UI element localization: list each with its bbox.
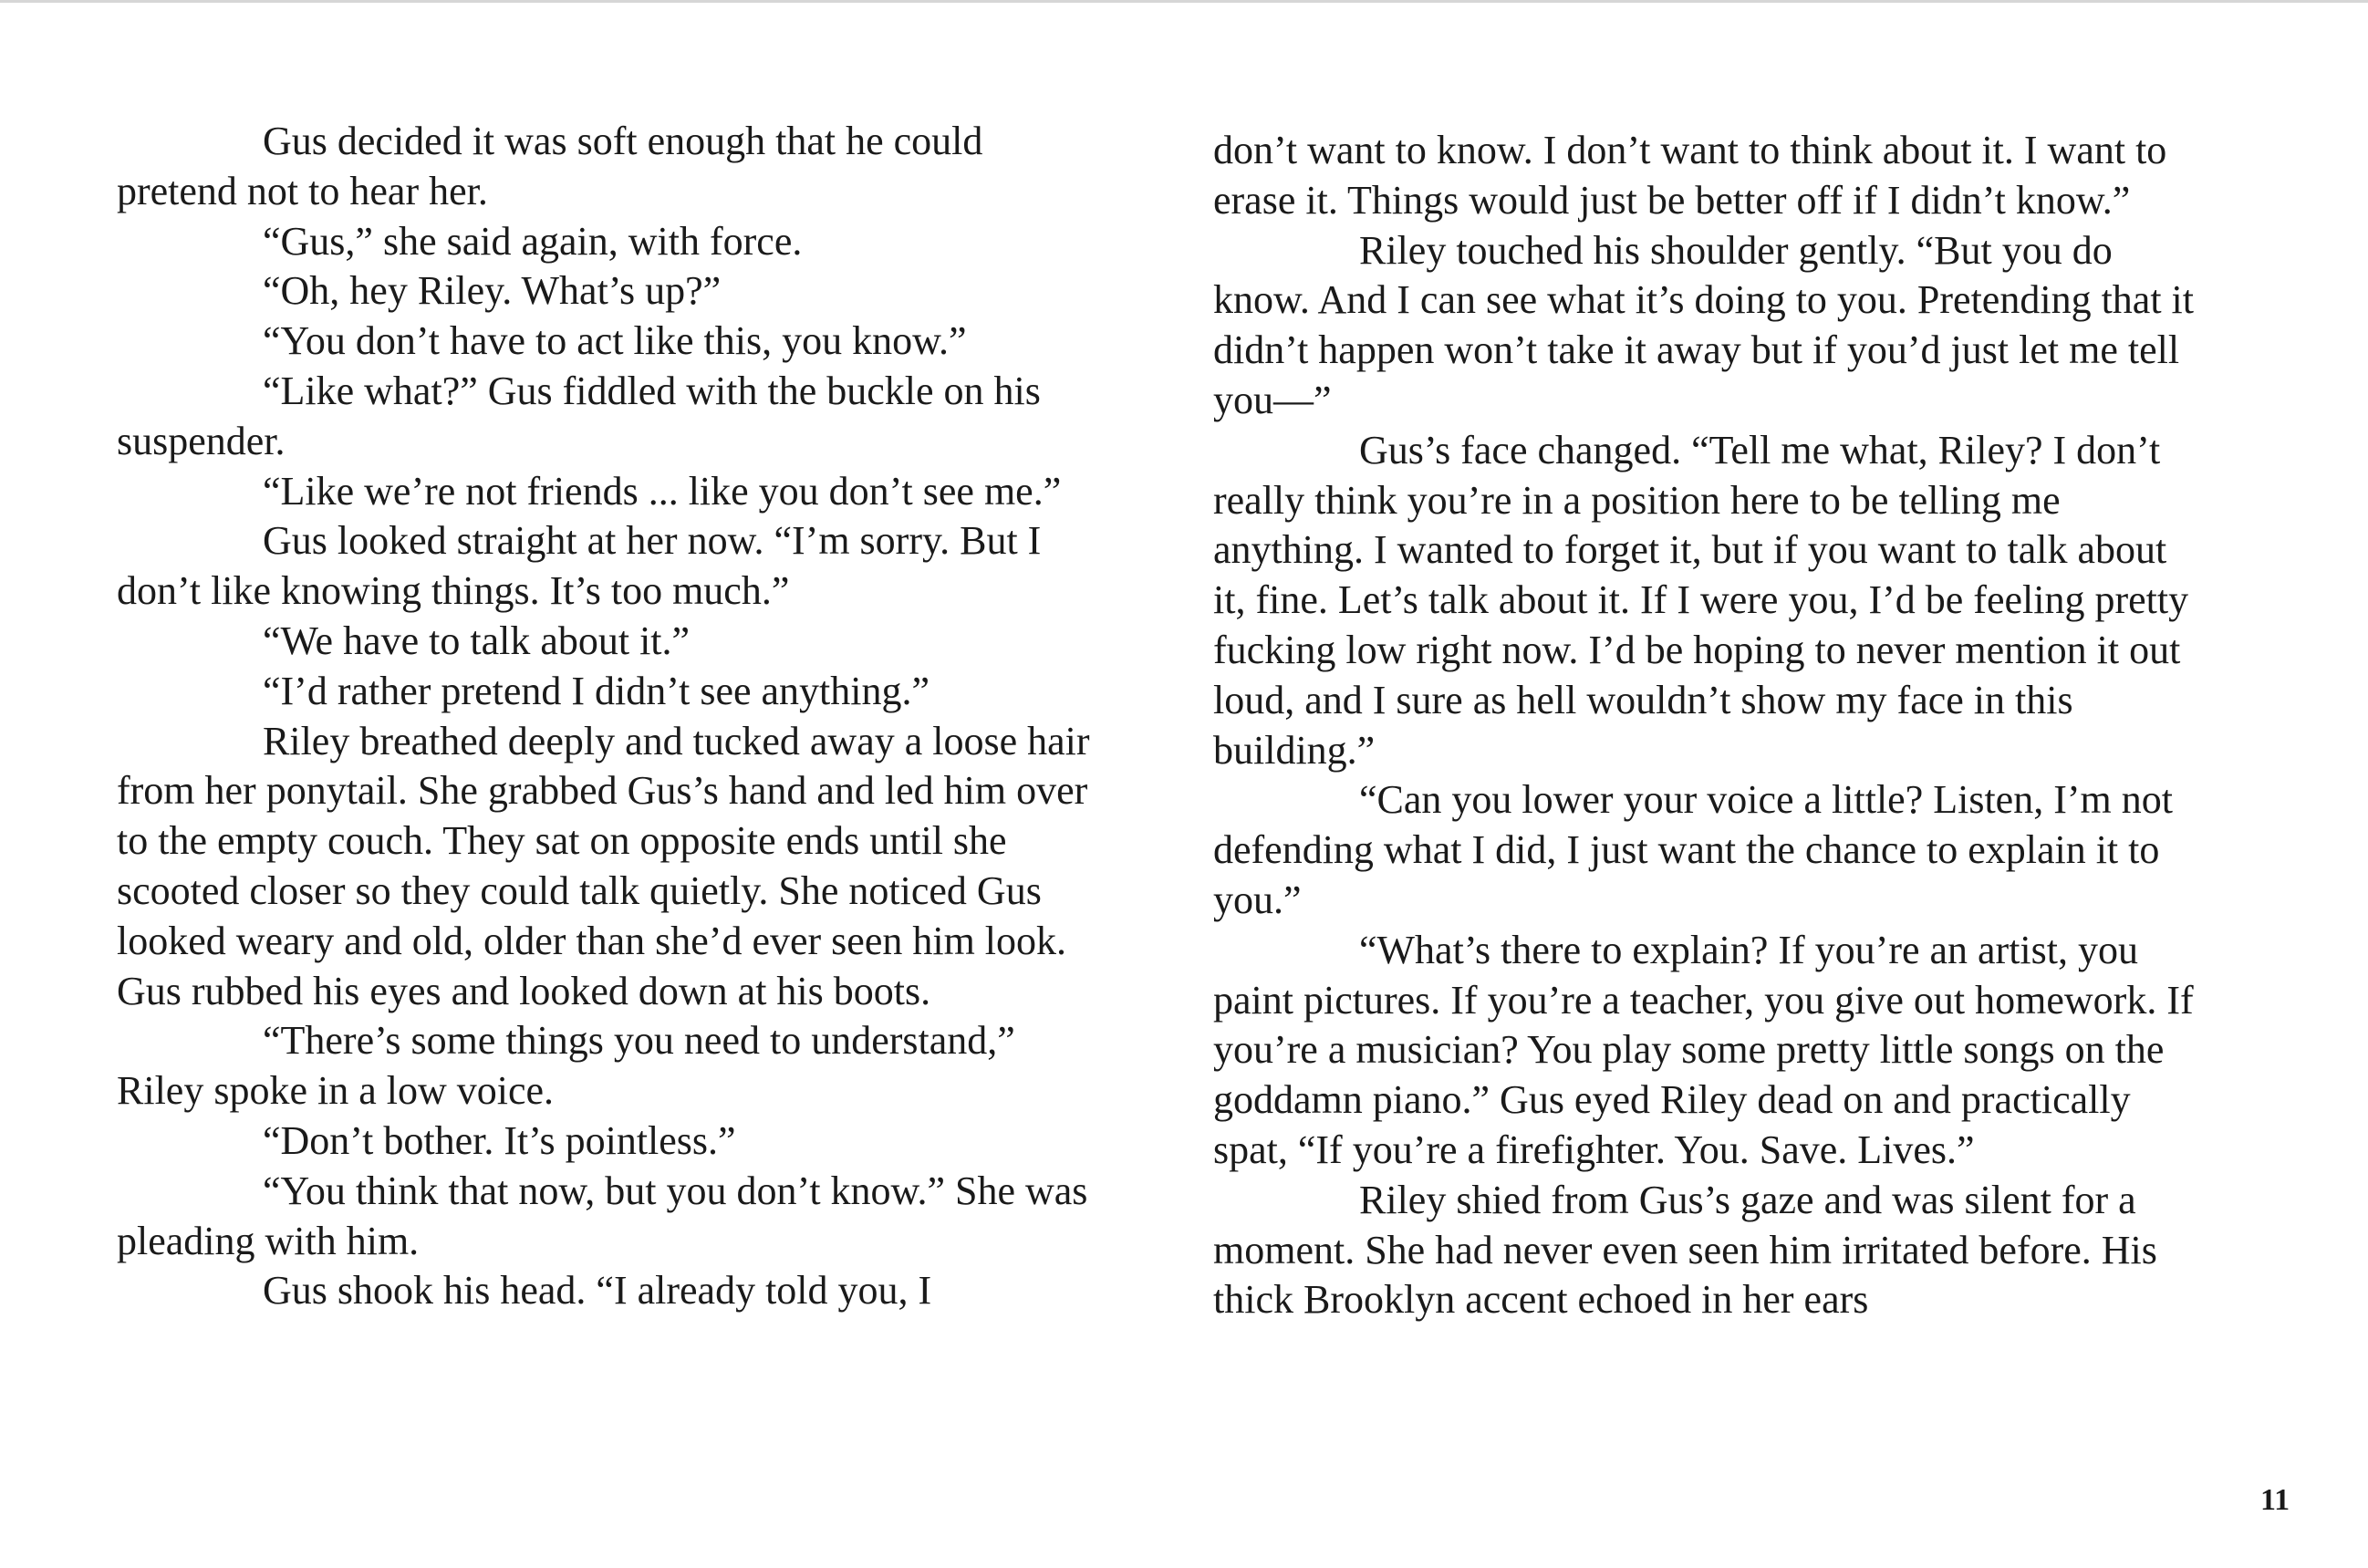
paragraph: “You don’t have to act like this, you know.” [263,318,967,364]
paragraph: “Can you lower your voice a little? Listen, I’m not defending what I did, I just want the chance to explain it to you.” [1213,777,2173,922]
left-text-column [117,117,1102,1316]
paragraph: Gus decided it was soft enough that he could pretend not to hear her. [117,119,983,213]
paragraph: “We have to talk about it.” [263,618,691,663]
paragraph: Gus shook his head. “I already told you, I [263,1268,932,1314]
paragraph: “There’s some things you need to understand,” Riley spoke in a low voice. [117,1018,1015,1114]
paragraph: “Like what?” Gus fiddled with the buckle on his suspender. [117,368,1041,463]
right-text-column [1213,126,2198,1325]
page-number: 11 [2260,1483,2290,1517]
paragraph: “Like we’re not friends ... like you don’t see me.” [263,468,1062,514]
paragraph: “Gus,” she said again, with force. [263,218,803,264]
paragraph: Riley touched his shoulder gently. “But you do know. And I can see what it’s doing to you. Pretending that it didn’t happen won’t take it away but if you’d just let me tell you—” [1213,227,2194,422]
paragraph-continuation: don’t want to know. I don’t want to think about it. I want to erase it. Things would just be better off if I didn’t know.” [1213,128,2167,223]
paragraph: “You think that now, but you don’t know.” She was pleading with him. [117,1168,1088,1263]
scan-edge [0,0,2368,3]
paragraph: Riley shied from Gus’s gaze and was silent for a moment. She had never even seen him irritated before. His thick Brooklyn accent echoed in her ears [1213,1177,2157,1323]
paragraph: “I’d rather pretend I didn’t see anything.” [263,668,930,713]
paragraph: Gus looked straight at her now. “I’m sorry. But I don’t like knowing things. It’s too much.” [117,518,1042,614]
paragraph: Riley breathed deeply and tucked away a loose hair from her ponytail. She grabbed Gus’s hand and led him over to the empty couch. They sat on opposite ends until she scooted closer so they could talk quietly. She noticed Gus looked weary and old, older than she’d ever seen him look. Gus rubbed his eyes and looked down at his boots. [117,718,1090,1013]
paragraph: “What’s there to explain? If you’re an artist, you paint pictures. If you’re a teacher, you give out homework. If you’re a musician? You play some pretty little songs on the goddamn piano.” Gus eyed Riley dead on and practically spat, “If you’re a firefighter. You. Save. Lives.” [1213,927,2194,1172]
paragraph: Gus’s face changed. “Tell me what, Riley? I don’t really think you’re in a position here to be telling me anything. I wanted to forget it, but if you want to talk about it, fine. Let’s talk about it. If I were you, I’d be feeling pretty fucking low right now. I’d be hoping to never mention it out loud, and I sure as hell wouldn’t show my face in this building.” [1213,427,2189,773]
paragraph: “Don’t bother. It’s pointless.” [263,1117,736,1163]
paragraph: “Oh, hey Riley. What’s up?” [263,268,722,314]
